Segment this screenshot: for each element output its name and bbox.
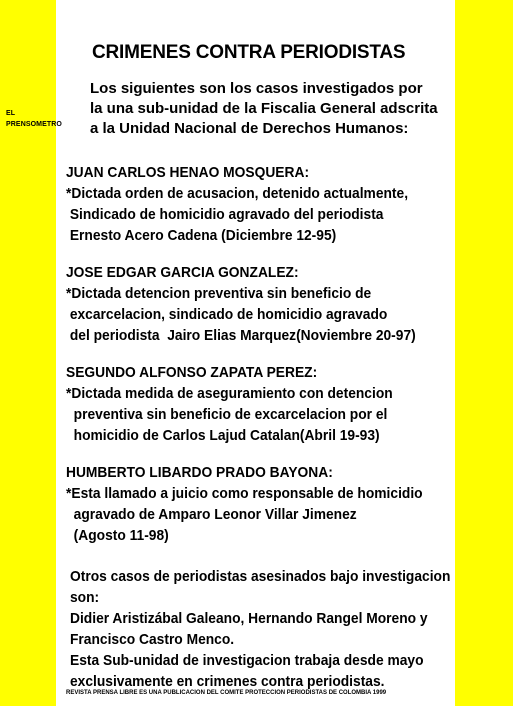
intro-paragraph xyxy=(90,79,438,139)
case-name: SEGUNDO ALFONSO ZAPATA PEREZ: xyxy=(66,364,318,381)
side-label-line: EL xyxy=(6,110,16,117)
case-line: agravado de Amparo Leonor Villar Jimenez xyxy=(66,506,357,523)
case-block xyxy=(66,262,416,346)
case-line: preventiva sin beneficio de excarcelacion por el xyxy=(66,406,388,423)
intro-line: Los siguientes son los casos investigados por xyxy=(90,80,423,97)
intro-line: a la Unidad Nacional de Derechos Humanos: xyxy=(90,120,409,137)
case-line: *Dictada orden de acusacion, detenido actualmente, xyxy=(66,185,409,202)
other-line: Francisco Castro Menco. xyxy=(70,631,235,648)
case-block xyxy=(66,162,408,246)
other-line: Otros casos de periodistas asesinados bajo investigacion xyxy=(70,568,451,585)
side-label-line: PRENSOMETRO xyxy=(6,121,62,128)
right-yellow-bar xyxy=(455,0,513,706)
case-line: Ernesto Acero Cadena (Diciembre 12-95) xyxy=(66,227,337,244)
case-name: JOSE EDGAR GARCIA GONZALEZ: xyxy=(66,264,299,281)
case-line: excarcelacion, sindicado de homicidio agravado xyxy=(66,306,388,323)
intro-line: la una sub-unidad de la Fiscalia General adscrita xyxy=(90,100,438,117)
case-line: homicidio de Carlos Lajud Catalan(Abril 19-93) xyxy=(66,427,380,444)
left-yellow-bar xyxy=(0,0,56,706)
other-line: Esta Sub-unidad de investigacion trabaja desde mayo xyxy=(70,652,424,669)
page-title: CRIMENES CONTRA PERIODISTAS xyxy=(92,42,406,63)
other-line: Didier Aristizábal Galeano, Hernando Rangel Moreno y xyxy=(70,610,428,627)
footer-credit: REVISTA PRENSA LIBRE ES UNA PUBLICACION DEL COMITE PROTECCION PERIODISTAS DE COLOMBIA 1999 xyxy=(66,690,387,696)
other-line: son: xyxy=(70,589,100,606)
case-name: JUAN CARLOS HENAO MOSQUERA: xyxy=(66,164,310,181)
case-block xyxy=(66,362,393,446)
other-cases-paragraph xyxy=(70,566,450,692)
case-line: (Agosto 11-98) xyxy=(66,527,169,544)
case-line: Sindicado de homicidio agravado del periodista xyxy=(66,206,384,223)
other-line: exclusivamente en crimenes contra periodistas. xyxy=(70,673,385,690)
case-line: del periodista Jairo Elias Marquez(Noviembre 20-97) xyxy=(66,327,416,344)
side-label xyxy=(6,108,62,130)
case-line: *Dictada medida de aseguramiento con detencion xyxy=(66,385,393,402)
case-name: HUMBERTO LIBARDO PRADO BAYONA: xyxy=(66,464,333,481)
case-line: *Dictada detencion preventiva sin beneficio de xyxy=(66,285,372,302)
case-block xyxy=(66,462,423,546)
case-line: *Esta llamado a juicio como responsable de homicidio xyxy=(66,485,423,502)
